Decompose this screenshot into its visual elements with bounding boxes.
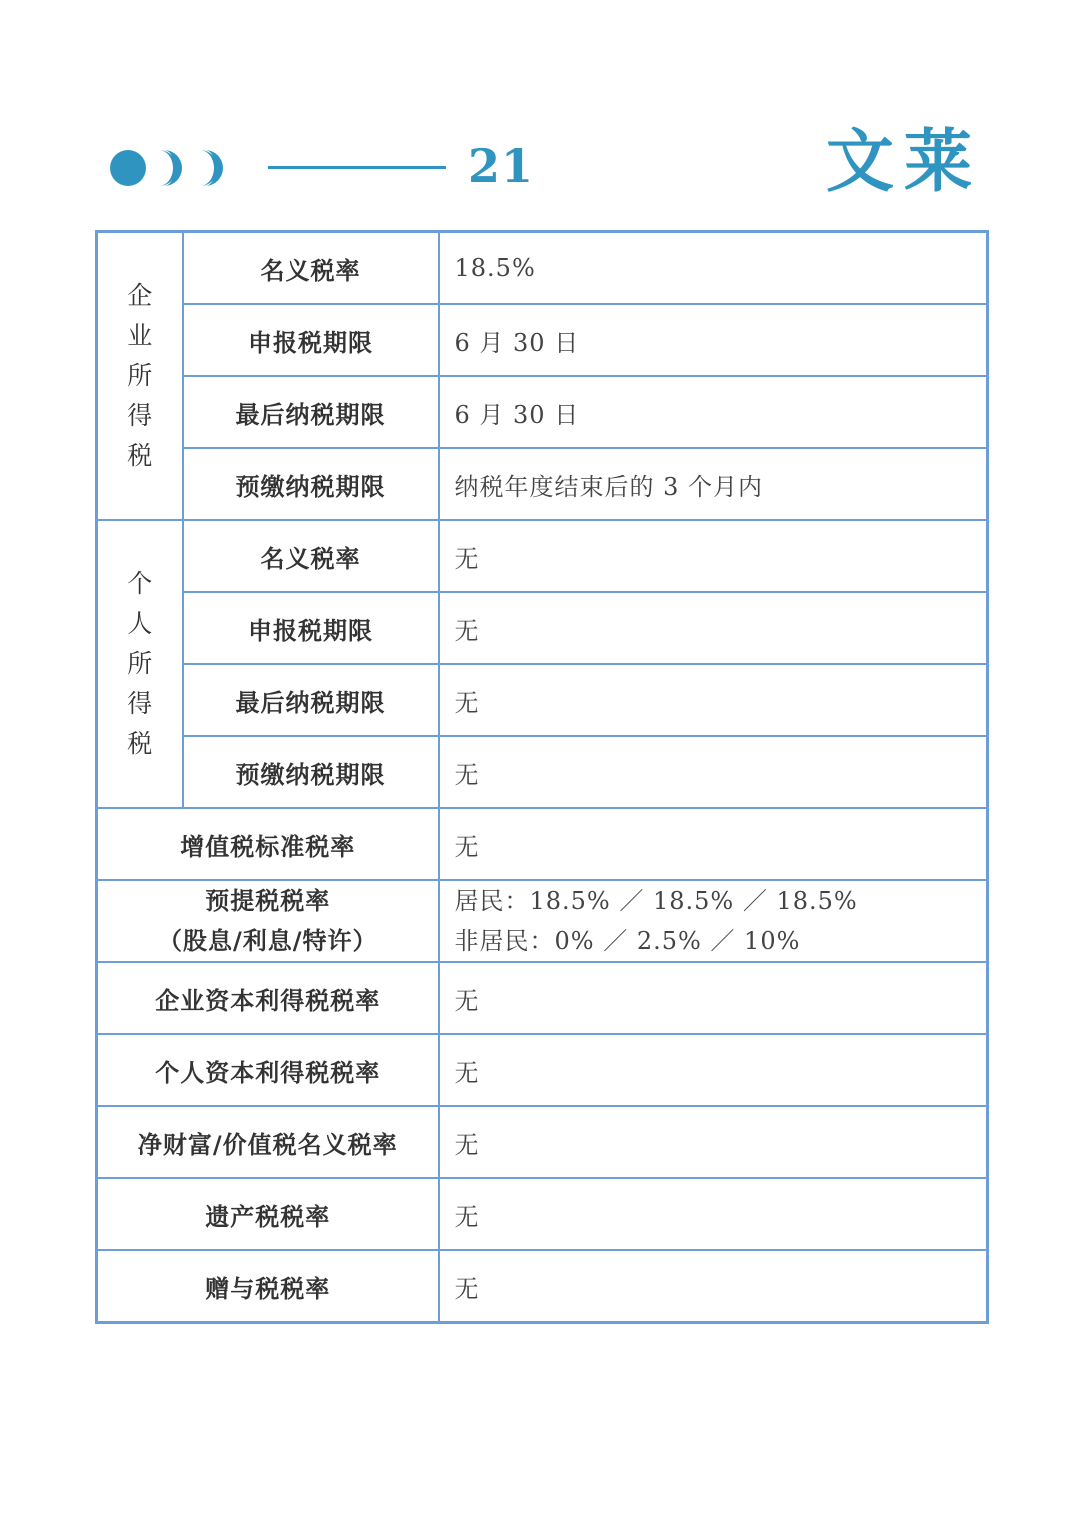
three-circle-dots-icon: [109, 149, 229, 187]
row-value-line: 非居民：0% ／ 2.5% ／ 10%: [454, 927, 801, 955]
row-label: 个人资本利得税税率: [97, 1034, 439, 1106]
row-label: 遗产税税率: [97, 1178, 439, 1250]
row-value: 无: [439, 962, 988, 1034]
row-label: 名义税率: [183, 520, 439, 592]
table-row: [97, 448, 988, 520]
row-value: 无: [439, 1250, 988, 1323]
row-label-line: 预提税税率: [205, 887, 331, 915]
row-label: 净财富/价值税名义税率: [97, 1106, 439, 1178]
table-row: [97, 880, 988, 962]
row-value: 无: [439, 1034, 988, 1106]
table-row: [97, 1178, 988, 1250]
table-row: [97, 520, 988, 592]
row-label: 最后纳税期限: [183, 664, 439, 736]
personal-income-tax-group-label: 个人所得税: [97, 520, 183, 808]
row-value: 无: [439, 1106, 988, 1178]
country-title: 文莱: [825, 122, 982, 202]
table-row: [97, 304, 988, 376]
row-label: [97, 880, 439, 962]
tax-summary-table: [95, 230, 989, 1324]
corporate-income-tax-group-label: 企业所得税: [97, 232, 183, 521]
row-label: 增值税标准税率: [97, 808, 439, 880]
table-row: [97, 664, 988, 736]
row-value: 无: [439, 520, 988, 592]
row-value: 无: [439, 736, 988, 808]
table-row: [97, 1250, 988, 1323]
table-row: [97, 962, 988, 1034]
row-label: 最后纳税期限: [183, 376, 439, 448]
page-number: 21: [468, 139, 535, 193]
row-label: 名义税率: [183, 232, 439, 305]
row-value: 无: [439, 592, 988, 664]
row-label: 申报税期限: [183, 592, 439, 664]
row-value: 无: [439, 664, 988, 736]
row-value: 无: [439, 808, 988, 880]
row-value: [439, 880, 988, 962]
row-value: 纳税年度结束后的 3 个月内: [439, 448, 988, 520]
row-value: 无: [439, 1178, 988, 1250]
row-label: 赠与税税率: [97, 1250, 439, 1323]
row-value: 6 月 30 日: [439, 304, 988, 376]
table-row: [97, 232, 988, 305]
table-row: [97, 592, 988, 664]
row-label: 预缴纳税期限: [183, 448, 439, 520]
table-row: [97, 376, 988, 448]
page-header: [0, 0, 1080, 230]
row-label: 申报税期限: [183, 304, 439, 376]
header-divider-line: [268, 166, 446, 169]
row-label: 预缴纳税期限: [183, 736, 439, 808]
table-row: [97, 808, 988, 880]
row-value: 18.5%: [439, 232, 988, 305]
table-row: [97, 1106, 988, 1178]
row-label-line: （股息/利息/特许）: [157, 927, 378, 955]
row-label: 企业资本利得税税率: [97, 962, 439, 1034]
row-value-line: 居民：18.5% ／ 18.5% ／ 18.5%: [454, 887, 858, 915]
row-value: 6 月 30 日: [439, 376, 988, 448]
table-row: [97, 736, 988, 808]
table-row: [97, 1034, 988, 1106]
